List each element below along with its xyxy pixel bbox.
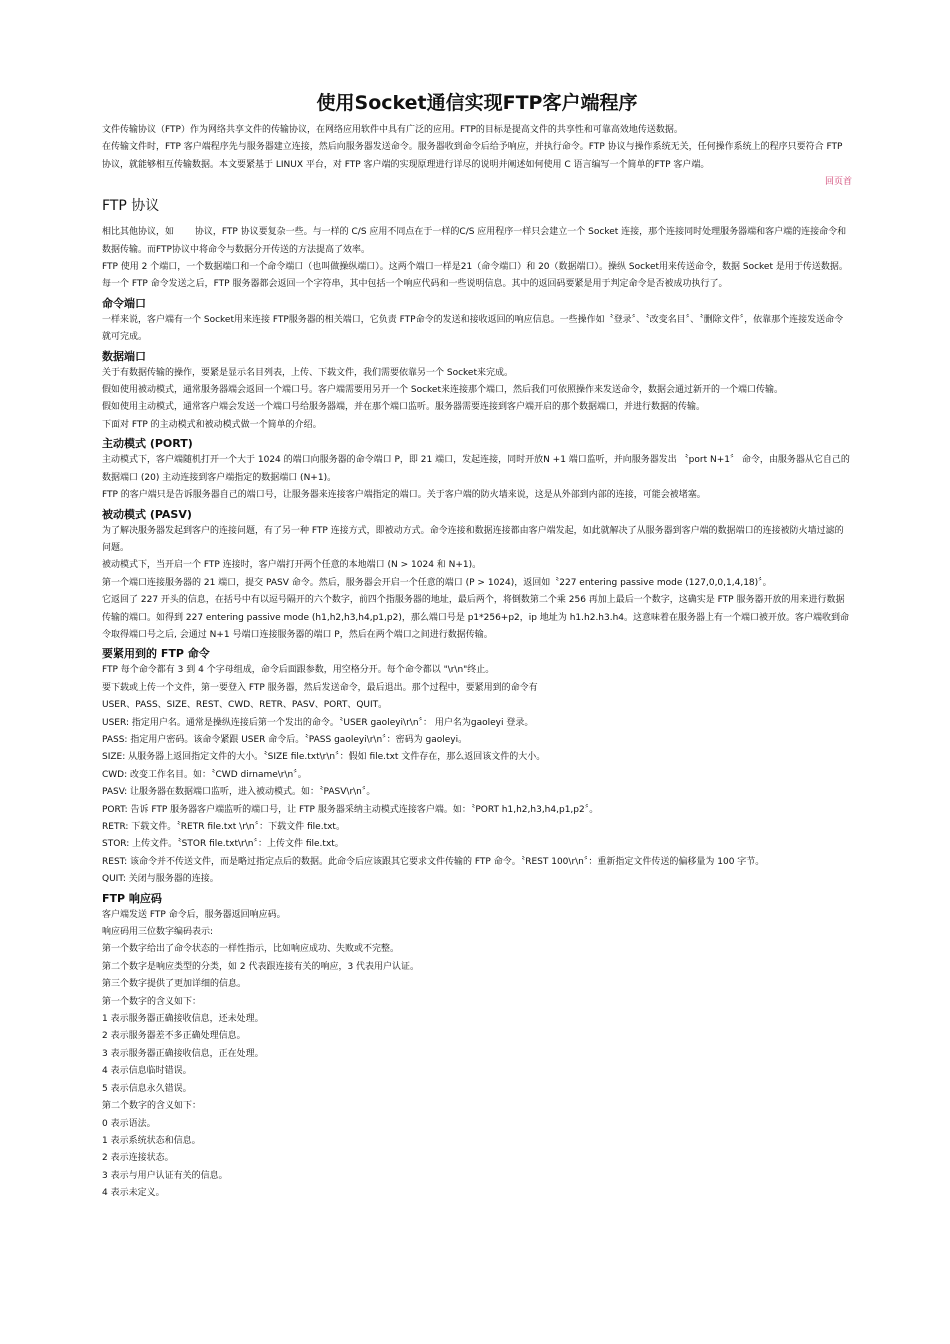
command-pass: PASS: 指定用户密码。该命令紧跟 USER 命令后。〝PASS gaoleyi\r\n〞：密码为 gaoleyi。: [102, 734, 468, 745]
command-retr: RETR: 下载文件。〝RETR file.txt \r\n〞：下载文件 file.txt。: [102, 822, 345, 832]
paragraph: 假如使用主动模式，通常客户端会发送一个端口号给服务器端，并在那个端口监听。服务器需要连接到客户端开启的那个数据端口，并进行数据的传输。: [102, 402, 706, 413]
paragraph: 下面对 FTP 的主动模式和被动模式做一个简单的介绍。: [102, 419, 322, 430]
document-title: 使用Socket通信实现FTP客户端程序: [316, 92, 638, 114]
subheading-passive-mode: 被动模式 (PASV): [102, 507, 192, 521]
subheading-command-port: 命令端口: [102, 296, 146, 310]
list-item: 0 表示语法。: [102, 1118, 156, 1129]
paragraph: 第一个端口连接服务器的 21 端口，提交 PASV 命令。然后，服务器会开启一个任意的端口 (P > 1024)，返回如〝227 entering passive mode (127,0,0,1,4,18)〞。: [102, 577, 772, 588]
list-item: 第二个数字是响应类型的分类，如 2 代表跟连接有关的响应，3 代表用户认证。: [102, 961, 420, 972]
command-cwd: CWD: 改变工作名目。如：〝CWD dirname\r\n〞。: [102, 769, 307, 780]
list-item: 3 表示与用户认证有关的信息。: [102, 1170, 228, 1181]
list-item: 第一个数字的含义如下：: [102, 996, 202, 1007]
paragraph: FTP 的客户端只是告诉服务器自己的端口号，让服务器来连接客户端指定的端口。关于客户端的防火墙来说，这是从外部到内部的连接，可能会被堵塞。: [102, 490, 706, 501]
paragraph: 主动模式下，客户端随机打开一个大于 1024 的端口向服务器的命令端口 P，即 21 端口，发起连接，同时开放N +1 端口监听，并向服务器发出 〝port N+1〞 命令，由服务器从它自己的数据端口 (20) 主动连接到客户端指定的数据端口 (N+1)。: [102, 455, 850, 483]
list-item: 2 表示连接状态。: [102, 1153, 174, 1164]
command-quit: QUIT: 关闭与服务器的连接。: [102, 874, 219, 885]
subheading-data-port: 数据端口: [102, 349, 146, 363]
command-port: PORT: 告诉 FTP 服务器客户端监听的端口号，让 FTP 服务器采纳主动模式连接客户端。如：〝PORT h1,h2,h3,h4,p1,p2〞。: [102, 804, 599, 815]
paragraph: FTP 每个命令都有 3 到 4 个字母组成，命令后面跟参数，用空格分开。每个命令都以 "\r\n"终止。: [102, 665, 495, 676]
paragraph: 假如使用被动模式，通常服务器端会返回一个端口号。客户端需要用另开一个 Socket来连接那个端口，然后我们可依照操作来发送命令，数据会通过新开的一个端口传输。: [102, 385, 783, 396]
paragraph: 为了解决服务器发起到客户的连接问题，有了另一种 FTP 连接方式，即被动方式。命令连接和数据连接都由客户端发起，如此就解决了从服务器到客户端的数据端口的连接被防火墙过滤的问题。: [102, 525, 844, 553]
intro-paragraph-2: 在传输文件时，FTP 客户端程序先与服务器建立连接，然后向服务器发送命令。服务器收到命令后给予响应，并执行命令。FTP 协议与操作系统无关，任何操作系统上的程序只要符合 FTP 协议，就能够相互传输数据。本文要紧基于 LINUX 平台，对 FTP 客户端的实现原理进行详尽的说明并阐述如何使用 C 语言编写一个简单的FTP 客户端。: [102, 142, 843, 170]
list-item: 1 表示服务器正确接收信息，还未处理。: [102, 1014, 264, 1025]
document-page: [102, 88, 852, 1203]
list-item: 第二个数字的含义如下：: [102, 1101, 202, 1112]
list-item: 3 表示服务器正确接收信息，正在处理。: [102, 1048, 264, 1059]
list-item: 响应码用三位数字编码表示:: [102, 927, 214, 938]
list-item: 4 表示信息临时错误。: [102, 1066, 192, 1077]
paragraph: FTP 使用 2 个端口，一个数据端口和一个命令端口（也叫做操纵端口）。这两个端口一样是21（命令端口）和 20（数据端口）。操纵 Socket用来传送命令，数据 Socket 是用于传送数据。每一个 FTP 命令发送之后，FTP 服务器都会返回一个字符串，其中包括一个响应代码和一些说明信息。其中的返回码要紧是用于判定命令是否被成功执行了。: [102, 262, 848, 290]
subheading-ftp-response-codes: FTP 响应码: [102, 891, 162, 905]
command-size: SIZE: 从服务器上返回指定文件的大小。〝SIZE file.txt\r\n〞：假如 file.txt 文件存在，那么返回该文件的大小。: [102, 752, 546, 763]
command-rest: REST: 该命令并不传送文件，而是略过指定点后的数据。此命令后应该跟其它要求文件传输的 FTP 命令。〝REST 100\r\n〞：重新指定文件传送的偏移量为 100 字节。: [102, 856, 765, 867]
list-item: 第三个数字提供了更加详细的信息。: [102, 979, 247, 990]
list-item: 客户端发送 FTP 命令后，服务器返回响应码。: [102, 909, 286, 920]
back-to-top-link[interactable]: 回页首: [824, 177, 852, 188]
list-item: 4 表示未定义。: [102, 1188, 165, 1199]
paragraph: USER、PASS、SIZE、REST、CWD、RETR、PASV、PORT、QUIT。: [102, 700, 388, 711]
section-heading-ftp-protocol: FTP 协议: [102, 198, 160, 215]
command-user: USER: 指定用户名。通常是操纵连接后第一个发出的命令。〝USER gaoleyi\r\n〞： 用户名为gaoleyi 登录。: [102, 717, 534, 728]
paragraph: 要下载或上传一个文件，第一要登入 FTP 服务器，然后发送命令，最后退出。那个过程中，要紧用到的命令有: [102, 682, 538, 693]
paragraph: 被动模式下，当开启一个 FTP 连接时，客户端打开两个任意的本地端口 (N > 1024 和 N+1)。: [102, 560, 482, 571]
subheading-main-ftp-commands: 要紧用到的 FTP 命令: [102, 647, 210, 661]
paragraph: 一样来说，客户端有一个 Socket用来连接 FTP服务器的相关端口，它负责 FTP命令的发送和接收返回的响应信息。一些操作如〝登录〞、〝改变名目〞、〝删除文件〞，依靠那个连接发送命令就可完成。: [102, 314, 844, 343]
command-stor: STOR: 上传文件。〝STOR file.txt\r\n〞：上传文件 file.txt。: [102, 839, 344, 850]
paragraph: 关于有数据传输的操作，要紧是显示名目列表，上传、下载文件，我们需要依靠另一个 Socket来完成。: [102, 367, 513, 378]
list-item: 第一个数字给出了命令状态的一样性指示，比如响应成功、失败或不完整。: [102, 944, 400, 955]
list-item: 2 表示服务器差不多正确处理信息。: [102, 1031, 246, 1042]
command-pasv: PASV: 让服务器在数据端口监听，进入被动模式。如：〝PASV\r\n〞。: [102, 787, 376, 798]
intro-paragraph-1: 文件传输协议（FTP）作为网络共享文件的传输协议，在网络应用软件中具有广泛的应用。FTP的目标是提高文件的共享性和可靠高效地传送数据。: [102, 125, 683, 135]
subheading-active-mode: 主动模式 (PORT): [102, 437, 193, 451]
list-item: 1 表示系统状态和信息。: [102, 1135, 201, 1146]
paragraph: 它返回了 227 开头的信息，在括号中有以逗号隔开的六个数字，前四个指服务器的地址，最后两个，将倒数第二个乘 256 再加上最后一个数字，这确实是 FTP 服务器开放的用来进行数据传输的端口。如得到 227 entering passive mode (h1,h2,h3,h4,p1,p2)，那么端口号是 p1*256+p2，ip 地址为 h1.h2.h3.h4。这意味着在服务器上有一个端口被开放。客户端收到命令取得端口号之后, 会通过 N+1 号端口连接服务器的端口 P，然后在两个端口之间进行数据传输。: [102, 595, 850, 640]
paragraph: 相比其他协议，如 协议，FTP 协议要复杂一些。与一样的 C/S 应用不同点在于一样的C/S 应用程序一样只会建立一个 Socket 连接，那个连接同时处理服务器端和客户端的连接命令和数据传输。而FTP协议中将命令与数据分开传送的方法提高了效率。: [102, 227, 847, 255]
list-item: 5 表示信息永久错误。: [102, 1083, 192, 1094]
